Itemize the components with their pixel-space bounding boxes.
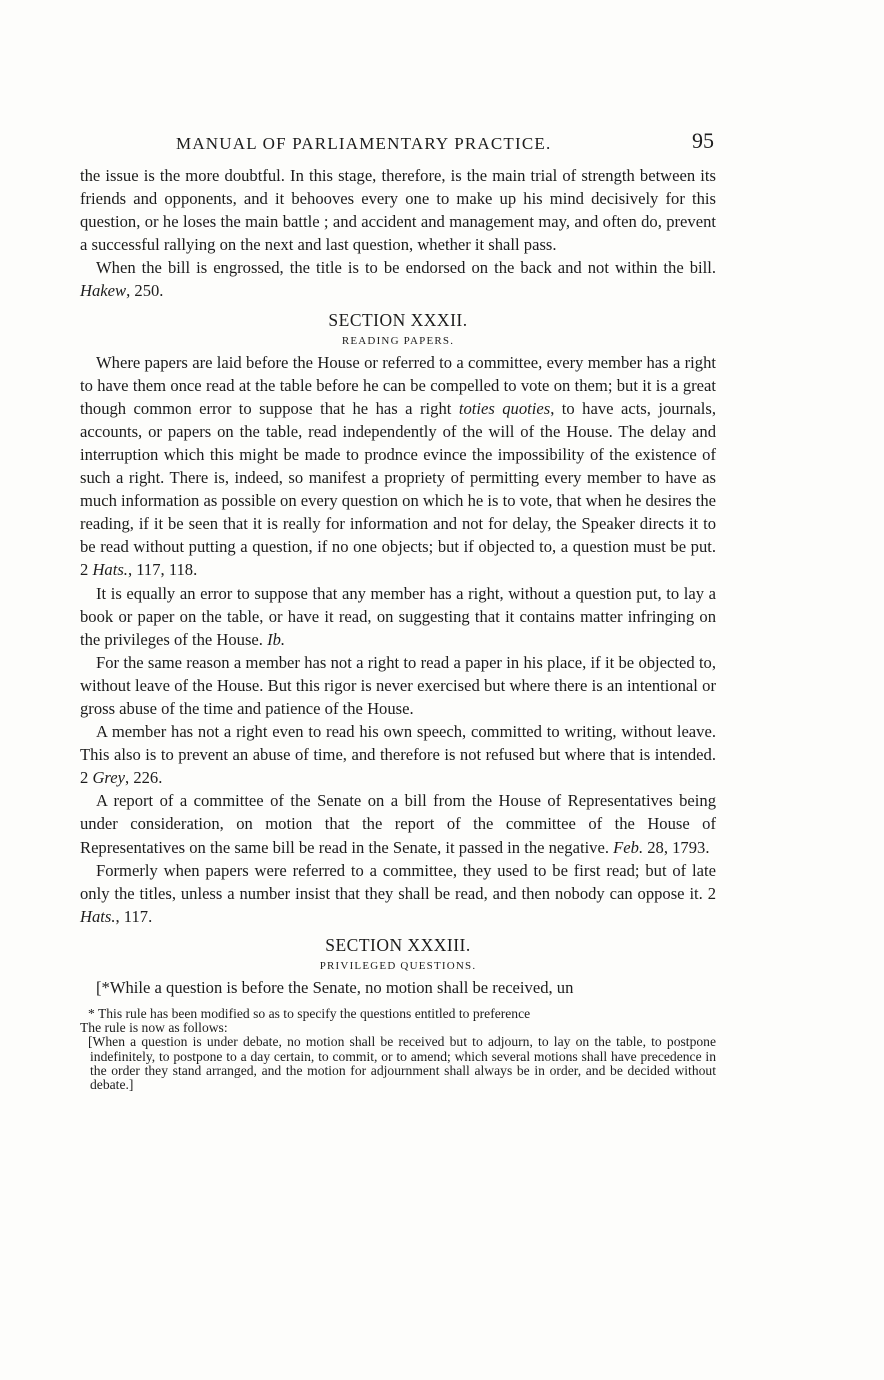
text-run: It is equally an error to suppose that any member has a right, without a question put, to lay a book or paper on the table, or have it read, on suggesting that it contains matter infringing on the privileges of the House. xyxy=(80,583,716,649)
citation: Ib. xyxy=(267,629,286,649)
text-run: When the bill is engrossed, the title is to be endorsed on the back and not within the bill. xyxy=(96,258,716,278)
engrossment-paragraph xyxy=(80,256,716,302)
text-run: A member has not a right even to read his own speech, committed to writing, without leave. This also is to prevent an abuse of time, and therefore is not refused but where that is intended. 2 xyxy=(80,722,716,788)
latin-phrase: toties quoties xyxy=(458,398,551,418)
reading-papers-paragraph-4 xyxy=(80,720,716,789)
footnote-line: The rule is now as follows: xyxy=(80,1020,228,1036)
text-run: A report of a committee of the Senate on a bill from the House of Representatives being under consideration, on motion that the report of the committee of the House of Representatives on the same bill be read in the Senate, it passed in the negative. xyxy=(80,791,716,857)
reading-papers-paragraph-5 xyxy=(80,789,716,858)
text-run: , 117, 118. xyxy=(127,560,198,580)
text-run: , 250. xyxy=(126,281,164,301)
text-run: Formerly when papers were referred to a committee, they used to be first read; but of late only the titles, unless a number insist that they shall be read, and then nobody can oppose it. 2 xyxy=(80,860,716,903)
section-subheading-32: READING PAPERS. xyxy=(341,334,455,347)
text-run: 28, 1793. xyxy=(643,837,710,857)
privileged-questions-paragraph: [*While a question is before the Senate, no motion shall be received, un xyxy=(96,977,574,997)
running-head: MANUAL OF PARLIAMENTARY PRACTICE. xyxy=(176,134,552,153)
text-run: , 117. xyxy=(115,906,153,926)
page-header xyxy=(80,128,716,164)
reading-papers-paragraph-2 xyxy=(80,582,716,651)
page-number: 95 xyxy=(692,128,714,153)
text-run: Where papers are laid before the House or referred to a committee, every member has a right to have them once read at the table before he can be compelled to vote on them; but it is a great though common error to suppose that he has a right xyxy=(80,352,716,418)
citation: Feb. xyxy=(613,837,644,857)
citation: Hats. xyxy=(80,906,116,926)
text-run: , to have acts, journals, accounts, or papers on the table, read independently of the will of the House. The delay and interruption which this might be made to prodnce evince the impossibility of the existence of such a right. There is, indeed, so manifest a propriety of permitting every member to have as much information as possible on every question on which he is to vote, that when he desires the reading, if it be seen that it is really for information and not for delay, the Speaker directs it to be read without putting a question, if no one objects; but if objected to, a question must be put. 2 xyxy=(80,398,716,580)
section-subheading-33: PRIVILEGED QUESTIONS. xyxy=(319,959,477,972)
text-run: , 226. xyxy=(125,768,163,788)
reading-papers-paragraph-3: For the same reason a member has not a right to read a paper in his place, if it be objected to, without leave of the House. But this rigor is never exercised but where there is an intentional or gross abuse of the time and patience of the House. xyxy=(80,652,716,718)
citation: Hats. xyxy=(92,560,128,580)
footnote-line: * This rule has been modified so as to specify the questions entitled to preference xyxy=(88,1006,531,1021)
book-page xyxy=(80,128,716,1092)
section-heading-32: SECTION XXXII. xyxy=(328,309,468,330)
footnote-quote: [When a question is under debate, no motion shall be received but to adjourn, to lay on the table, to postpone indefinitely, to postpone to a day certain, to commit, or to amend; which several motions shall have precedence in the order they stand arranged, and the motion for adjournment shall always be in order, and be decided without debate.] xyxy=(88,1034,716,1093)
reading-papers-paragraph-6 xyxy=(80,859,716,928)
footnote xyxy=(80,1007,716,1092)
reading-papers-paragraph-1 xyxy=(80,351,716,582)
citation: Grey xyxy=(92,768,126,788)
section-heading-33: SECTION XXXIII. xyxy=(325,934,471,955)
citation: Hakew xyxy=(80,281,127,301)
continued-paragraph: the issue is the more doubtful. In this stage, therefore, is the main trial of strength between its friends and opponents, and it behooves every one to make up his mind decisively for this question, or he loses the main battle ; and accident and management may, and often do, prevent a successful rallying on the next and last question, whether it shall pass. xyxy=(80,166,716,255)
